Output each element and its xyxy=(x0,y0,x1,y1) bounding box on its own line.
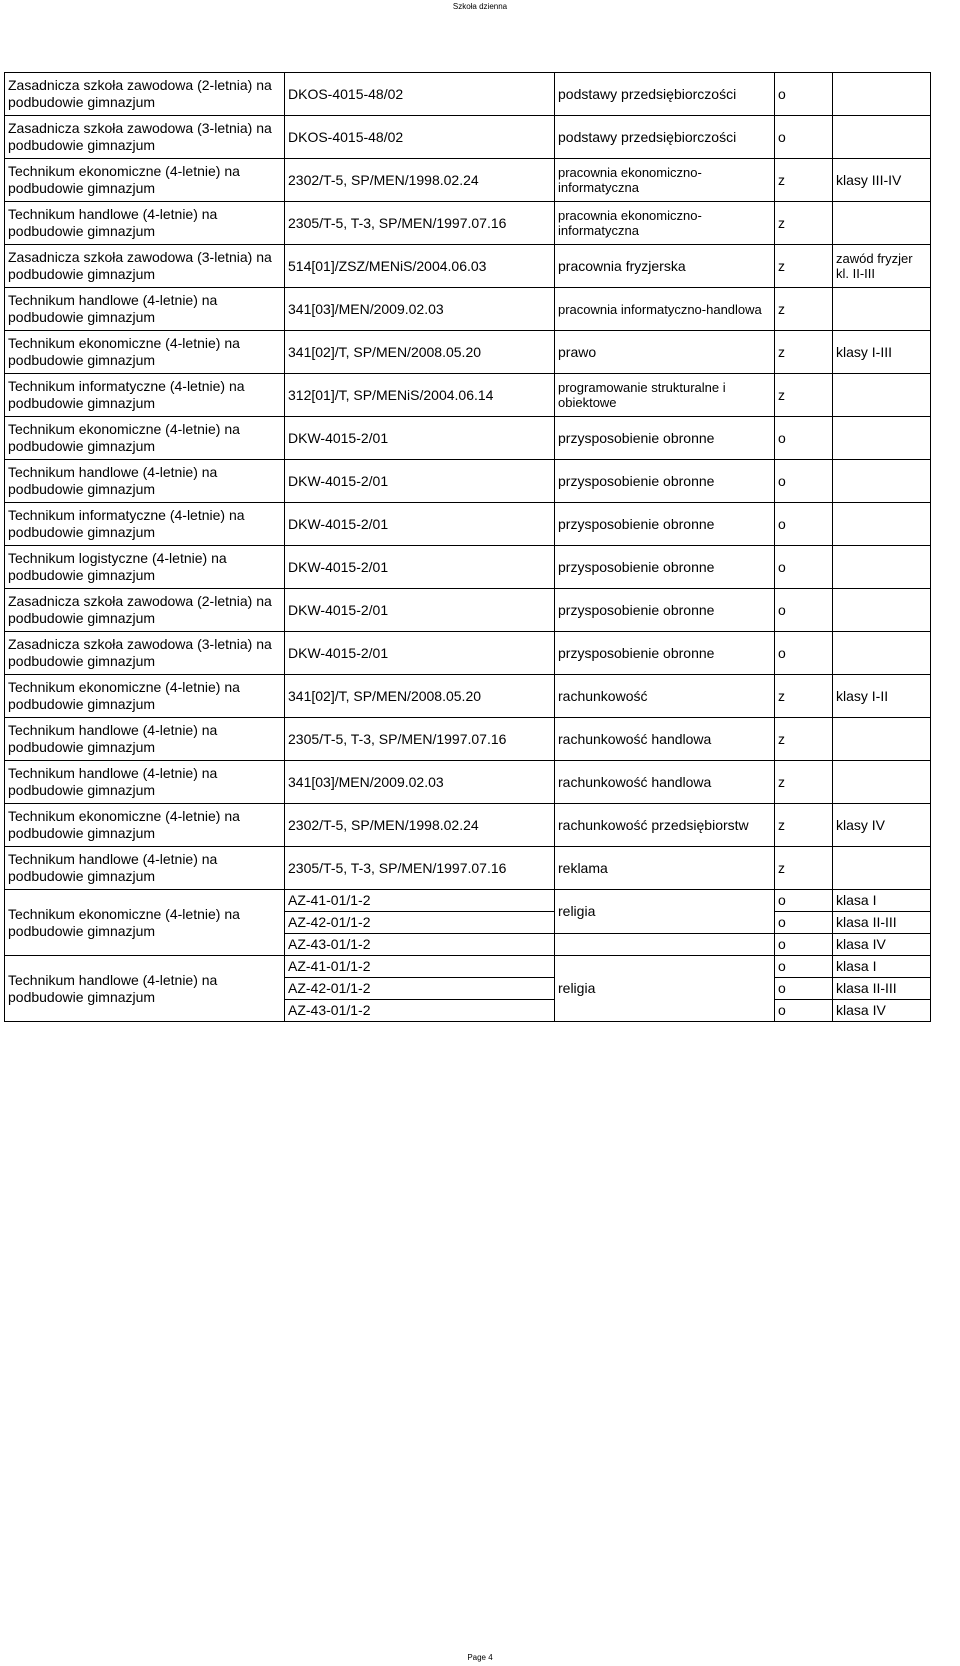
note-cell xyxy=(833,718,931,761)
subject-cell: przysposobienie obronne xyxy=(555,546,775,589)
note-cell xyxy=(833,202,931,245)
type-cell: o xyxy=(775,460,833,503)
type-cell: o xyxy=(775,978,833,1000)
school-cell: Technikum ekonomiczne (4-letnie) na podbudowie gimnazjum xyxy=(5,159,285,202)
table-row xyxy=(5,675,931,718)
table-row xyxy=(5,288,931,331)
subject-cell-empty xyxy=(555,934,775,956)
note-cell: klasa II-III xyxy=(833,978,931,1000)
school-cell: Technikum handlowe (4-letnie) na podbudowie gimnazjum xyxy=(5,202,285,245)
table-row xyxy=(5,718,931,761)
school-cell: Technikum handlowe (4-letnie) na podbudowie gimnazjum xyxy=(5,718,285,761)
type-cell: z xyxy=(775,245,833,288)
table-row xyxy=(5,847,931,890)
type-cell: z xyxy=(775,374,833,417)
subject-cell: rachunkowość handlowa xyxy=(555,718,775,761)
note-cell xyxy=(833,503,931,546)
table-row xyxy=(5,589,931,632)
program-code-cell: AZ-41-01/1-2 xyxy=(285,890,555,912)
note-cell xyxy=(833,589,931,632)
school-cell: Technikum handlowe (4-letnie) na podbudowie gimnazjum xyxy=(5,761,285,804)
type-cell: z xyxy=(775,847,833,890)
note-cell: klasa II-III xyxy=(833,912,931,934)
school-cell: Technikum logistyczne (4-letnie) na podbudowie gimnazjum xyxy=(5,546,285,589)
note-cell xyxy=(833,73,931,116)
school-cell: Technikum ekonomiczne (4-letnie) na podbudowie gimnazjum xyxy=(5,804,285,847)
table-row xyxy=(5,417,931,460)
school-cell: Zasadnicza szkoła zawodowa (2-letnia) na podbudowie gimnazjum xyxy=(5,589,285,632)
program-code-cell: DKW-4015-2/01 xyxy=(285,503,555,546)
type-cell: o xyxy=(775,589,833,632)
subject-cell: religia xyxy=(555,890,775,934)
school-cell: Technikum informatyczne (4-letnie) na podbudowie gimnazjum xyxy=(5,503,285,546)
program-code-cell: 341[03]/MEN/2009.02.03 xyxy=(285,761,555,804)
program-code-cell: 341[02]/T, SP/MEN/2008.05.20 xyxy=(285,675,555,718)
table-row xyxy=(5,632,931,675)
program-code-cell: DKOS-4015-48/02 xyxy=(285,73,555,116)
type-cell: o xyxy=(775,632,833,675)
program-code-cell: DKW-4015-2/01 xyxy=(285,589,555,632)
program-code-cell: 341[02]/T, SP/MEN/2008.05.20 xyxy=(285,331,555,374)
table-row xyxy=(5,460,931,503)
note-cell xyxy=(833,632,931,675)
note-cell xyxy=(833,847,931,890)
subject-cell: pracownia informatyczno-handlowa xyxy=(555,288,775,331)
school-cell: Technikum handlowe (4-letnie) na podbudowie gimnazjum xyxy=(5,956,285,1022)
subject-cell: pracownia ekonomiczno-informatyczna xyxy=(555,202,775,245)
note-cell: klasa IV xyxy=(833,1000,931,1022)
subject-cell: podstawy przedsiębiorczości xyxy=(555,116,775,159)
type-cell: z xyxy=(775,718,833,761)
table-row xyxy=(5,331,931,374)
program-code-cell: AZ-43-01/1-2 xyxy=(285,934,555,956)
type-cell: o xyxy=(775,912,833,934)
program-code-cell: AZ-43-01/1-2 xyxy=(285,1000,555,1022)
school-cell: Technikum ekonomiczne (4-letnie) na podbudowie gimnazjum xyxy=(5,675,285,718)
school-cell: Zasadnicza szkoła zawodowa (3-letnia) na podbudowie gimnazjum xyxy=(5,245,285,288)
program-code-cell: DKW-4015-2/01 xyxy=(285,546,555,589)
note-cell xyxy=(833,116,931,159)
subject-cell: pracownia fryzjerska xyxy=(555,245,775,288)
subject-cell: rachunkowość handlowa xyxy=(555,761,775,804)
table-row xyxy=(5,73,931,116)
type-cell: z xyxy=(775,331,833,374)
type-cell: o xyxy=(775,73,833,116)
note-cell xyxy=(833,460,931,503)
subject-cell: przysposobienie obronne xyxy=(555,460,775,503)
table-row xyxy=(5,159,931,202)
table-row xyxy=(5,804,931,847)
school-cell: Technikum ekonomiczne (4-letnie) na podbudowie gimnazjum xyxy=(5,331,285,374)
program-code-cell: 514[01]/ZSZ/MENiS/2004.06.03 xyxy=(285,245,555,288)
subject-cell: przysposobienie obronne xyxy=(555,632,775,675)
subject-cell: reklama xyxy=(555,847,775,890)
type-cell: z xyxy=(775,288,833,331)
school-cell: Technikum ekonomiczne (4-letnie) na podbudowie gimnazjum xyxy=(5,890,285,956)
school-cell: Zasadnicza szkoła zawodowa (3-letnia) na podbudowie gimnazjum xyxy=(5,632,285,675)
type-cell: z xyxy=(775,202,833,245)
type-cell: z xyxy=(775,761,833,804)
subject-cell: religia xyxy=(555,956,775,1022)
note-cell: klasy IV xyxy=(833,804,931,847)
program-code-cell: 312[01]/T, SP/MENiS/2004.06.14 xyxy=(285,374,555,417)
note-cell xyxy=(833,546,931,589)
school-cell: Zasadnicza szkoła zawodowa (3-letnia) na podbudowie gimnazjum xyxy=(5,116,285,159)
table-row xyxy=(5,202,931,245)
school-cell: Technikum handlowe (4-letnie) na podbudowie gimnazjum xyxy=(5,460,285,503)
school-cell: Technikum handlowe (4-letnie) na podbudowie gimnazjum xyxy=(5,847,285,890)
type-cell: z xyxy=(775,159,833,202)
type-cell: o xyxy=(775,116,833,159)
program-code-cell: DKW-4015-2/01 xyxy=(285,417,555,460)
program-code-cell: DKOS-4015-48/02 xyxy=(285,116,555,159)
type-cell: o xyxy=(775,890,833,912)
subject-cell: prawo xyxy=(555,331,775,374)
note-cell: klasy III-IV xyxy=(833,159,931,202)
table-row xyxy=(5,116,931,159)
program-code-cell: 2305/T-5, T-3, SP/MEN/1997.07.16 xyxy=(285,202,555,245)
table-row xyxy=(5,761,931,804)
note-cell: klasa IV xyxy=(833,934,931,956)
subject-cell: podstawy przedsiębiorczości xyxy=(555,73,775,116)
table-row xyxy=(5,956,931,978)
note-cell: klasy I-III xyxy=(833,331,931,374)
table-row xyxy=(5,374,931,417)
type-cell: o xyxy=(775,956,833,978)
program-code-cell: DKW-4015-2/01 xyxy=(285,460,555,503)
page-header: Szkoła dzienna xyxy=(452,2,508,11)
program-code-cell: AZ-42-01/1-2 xyxy=(285,912,555,934)
type-cell: o xyxy=(775,503,833,546)
subject-cell: rachunkowość xyxy=(555,675,775,718)
table-body xyxy=(5,73,931,1022)
table-row xyxy=(5,546,931,589)
school-cell: Technikum informatyczne (4-letnie) na podbudowie gimnazjum xyxy=(5,374,285,417)
school-cell: Technikum handlowe (4-letnie) na podbudowie gimnazjum xyxy=(5,288,285,331)
type-cell: o xyxy=(775,417,833,460)
type-cell: o xyxy=(775,934,833,956)
type-cell: o xyxy=(775,1000,833,1022)
subject-cell: przysposobienie obronne xyxy=(555,589,775,632)
subject-cell: programowanie strukturalne i obiektowe xyxy=(555,374,775,417)
note-cell: klasa I xyxy=(833,956,931,978)
table-row xyxy=(5,890,931,912)
program-code-cell: DKW-4015-2/01 xyxy=(285,632,555,675)
program-code-cell: 341[03]/MEN/2009.02.03 xyxy=(285,288,555,331)
subject-cell: przysposobienie obronne xyxy=(555,503,775,546)
note-cell xyxy=(833,374,931,417)
note-cell: klasy I-II xyxy=(833,675,931,718)
program-code-cell: 2305/T-5, T-3, SP/MEN/1997.07.16 xyxy=(285,847,555,890)
note-cell xyxy=(833,761,931,804)
program-code-cell: 2302/T-5, SP/MEN/1998.02.24 xyxy=(285,159,555,202)
table-row xyxy=(5,503,931,546)
note-cell xyxy=(833,288,931,331)
type-cell: o xyxy=(775,546,833,589)
textbook-table xyxy=(4,72,931,1022)
note-cell: zawód fryzjer kl. II-III xyxy=(833,245,931,288)
program-code-cell: 2305/T-5, T-3, SP/MEN/1997.07.16 xyxy=(285,718,555,761)
program-code-cell: AZ-42-01/1-2 xyxy=(285,978,555,1000)
type-cell: z xyxy=(775,804,833,847)
program-code-cell: 2302/T-5, SP/MEN/1998.02.24 xyxy=(285,804,555,847)
subject-cell: rachunkowość przedsiębiorstw xyxy=(555,804,775,847)
type-cell: z xyxy=(775,675,833,718)
table-row xyxy=(5,245,931,288)
school-cell: Zasadnicza szkoła zawodowa (2-letnia) na podbudowie gimnazjum xyxy=(5,73,285,116)
subject-cell: pracownia ekonomiczno-informatyczna xyxy=(555,159,775,202)
note-cell: klasa I xyxy=(833,890,931,912)
program-code-cell: AZ-41-01/1-2 xyxy=(285,956,555,978)
school-cell: Technikum ekonomiczne (4-letnie) na podbudowie gimnazjum xyxy=(5,417,285,460)
note-cell xyxy=(833,417,931,460)
subject-cell: przysposobienie obronne xyxy=(555,417,775,460)
page-footer: Page 4 xyxy=(467,1653,493,1662)
